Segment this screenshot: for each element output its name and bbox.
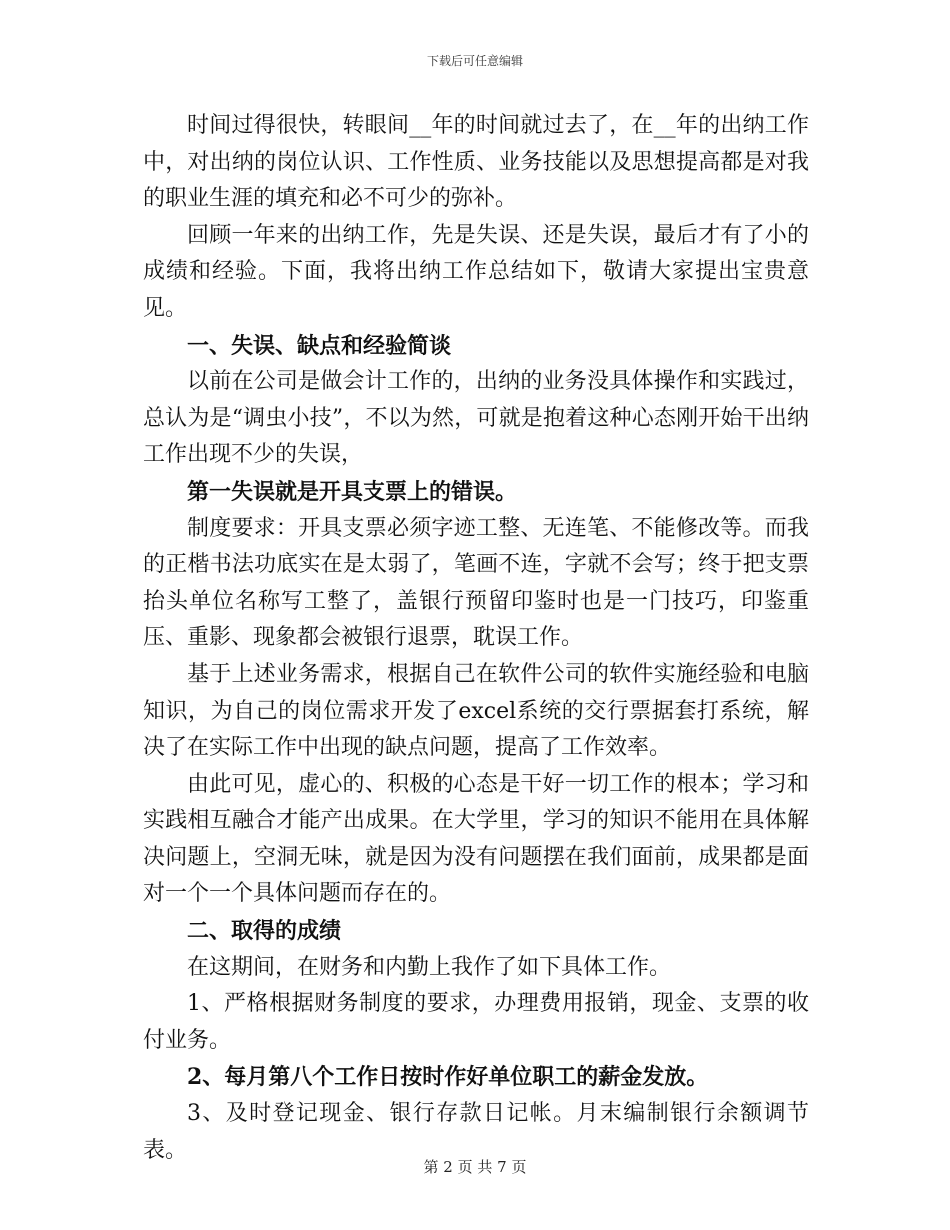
page-footer: 第 2 页 共 7 页 bbox=[423, 1158, 527, 1176]
paragraph: 由此可见，虚心的、积极的心态是干好一切工作的根本；学习和实践相互融合才能产出成果。在大学里，学习的知识不能用在具体解决问题上，空洞无味，就是因为没有问题摆在我们面前，成果都是面对一个一个具体问题而存在的。 bbox=[143, 771, 809, 907]
list-item: 3、及时登记现金、银行存款日记帐。月末编制银行余额调节表。 bbox=[143, 1101, 809, 1163]
page-header: 下载后可任意编辑 bbox=[426, 54, 523, 68]
section-heading: 一、失误、缺点和经验简谈 bbox=[187, 332, 452, 359]
subheading: 第一失误就是开具支票上的错误。 bbox=[187, 478, 518, 505]
document-body bbox=[143, 108, 809, 1169]
paragraph: 基于上述业务需求，根据自己在软件公司的软件实施经验和电脑知识，为自己的岗位需求开发了excel系统的交行票据套打系统，解决了在实际工作中出现的缺点问题，提高了工作效率。 bbox=[143, 661, 809, 761]
paragraph: 以前在公司是做会计工作的，出纳的业务没具体操作和实践过，总认为是“调虫小技”，不以为然，可就是抱着这种心态刚开始干出纳工作出现不少的失误， bbox=[143, 369, 809, 468]
section-heading: 二、取得的成绩 bbox=[187, 918, 342, 945]
list-item: 2、每月第八个工作日按时作好单位职工的薪金发放。 bbox=[187, 1064, 709, 1091]
list-item: 1、严格根据财务制度的要求，办理费用报销，现金、支票的收付业务。 bbox=[143, 991, 809, 1053]
paragraph: 时间过得很快，转眼间__年的时间就过去了，在__年的出纳工作中，对出纳的岗位认识、工作性质、业务技能以及思想提高都是对我的职业生涯的填充和必不可少的弥补。 bbox=[143, 113, 809, 212]
paragraph: 回顾一年来的出纳工作，先是失误、还是失误，最后才有了小的成绩和经验。下面，我将出纳工作总结如下，敬请大家提出宝贵意见。 bbox=[143, 222, 809, 321]
paragraph: 在这期间，在财务和内勤上我作了如下具体工作。 bbox=[187, 954, 672, 980]
paragraph: 制度要求：开具支票必须字迹工整、无连笔、不能修改等。而我的正楷书法功底实在是太弱了，笔画不连，字就不会写；终于把支票抬头单位名称写工整了，盖银行预留印鉴时也是一门技巧，印鉴重压、重影、现象都会被银行退票，耽误工作。 bbox=[143, 515, 809, 651]
